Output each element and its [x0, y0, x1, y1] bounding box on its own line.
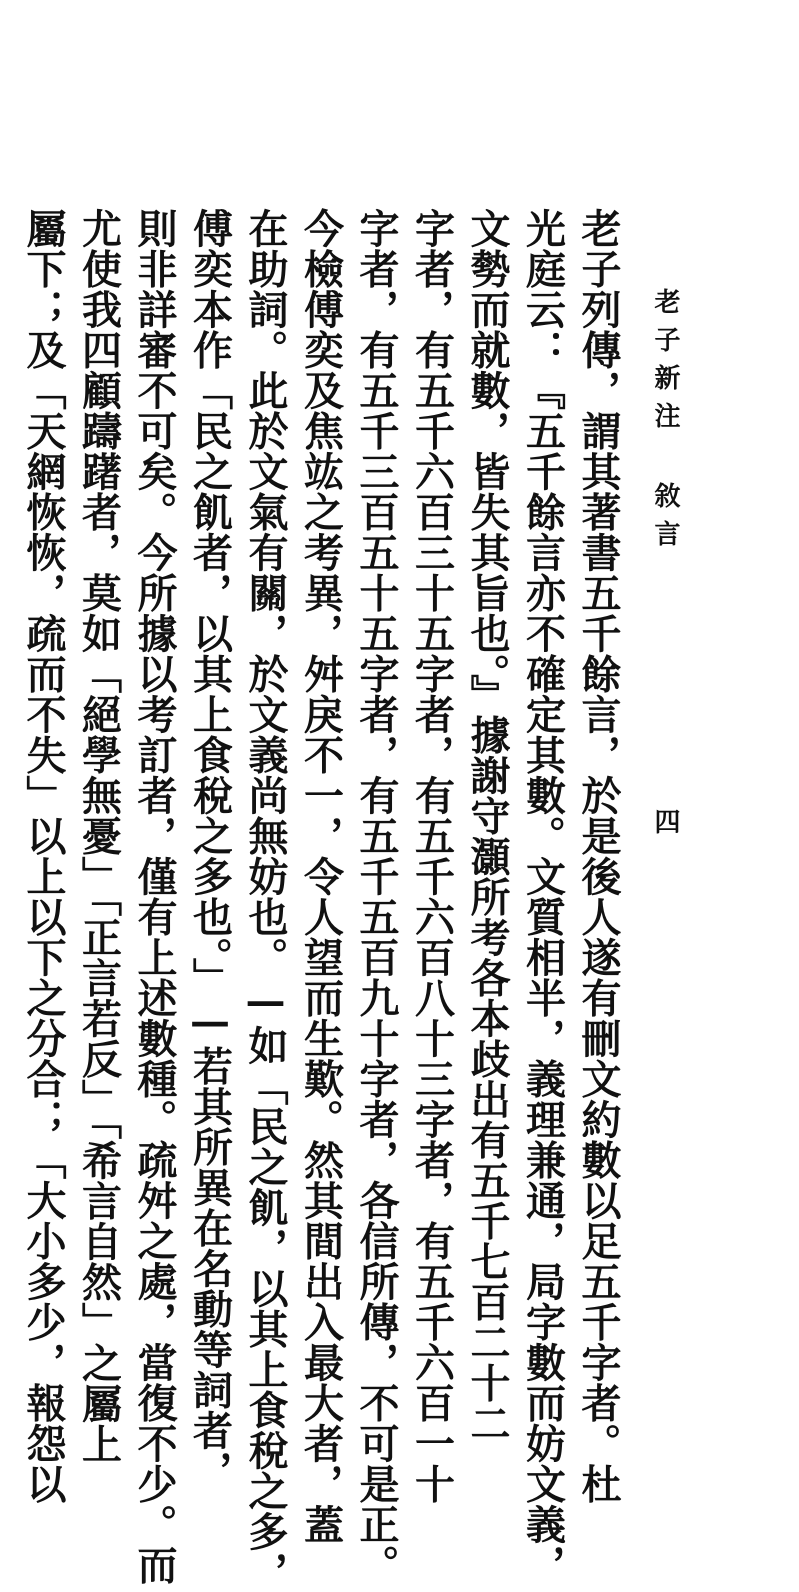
text-column: 字者，有五千六百三十五字者，有五千六百八十三字者，有五千六百一十 [408, 208, 456, 1504]
book-title: 老子新注 [650, 288, 680, 440]
body-text [20, 208, 626, 1592]
text-column: 屬下；及「天網恢恢，疏而不失」以上以下之分合；「大小多少，報怨以 [20, 208, 67, 1504]
text-column: 則非詳審不可矣。今所據以考訂者，僅有上述數種。疏舛之處，當復不少。而 [131, 208, 178, 1585]
text-column: 傅奕本作「民之飢者，以其上食稅之多也。」—若其所異在名動等詞者， [186, 208, 234, 1491]
page-number: 四 [650, 808, 680, 846]
section-title: 敘言 [650, 482, 680, 558]
text-column: 在助詞。此於文氣有關，於文義尚無妨也。—如「民之飢，以其上食稅之多， [242, 208, 289, 1592]
text-column: 尤使我四顧躊躇者，莫如「絕學無憂」「正言若反」「希言自然」之屬上 [75, 208, 123, 1464]
text-column: 文勢而就數，皆失其旨也。』據謝守灝所考各本歧出有五千七百二十二 [464, 208, 511, 1444]
text-column: 老子列傳，謂其著書五千餘言，於是後人遂有刪文約數以足五千字者。杜 [575, 208, 622, 1504]
running-head [640, 288, 690, 848]
text-column: 光庭云：『五千餘言亦不確定其數。文質相半，義理兼通，局字數而妨文義， [519, 208, 567, 1585]
text-column: 今檢傅奕及焦竑之考異，舛戾不一，令人望而生歎。然其間出入最大者，蓋 [297, 208, 345, 1545]
text-column: 字者，有五千三百五十五字者，有五千五百九十字者，各信所傳，不可是正。 [353, 208, 400, 1585]
